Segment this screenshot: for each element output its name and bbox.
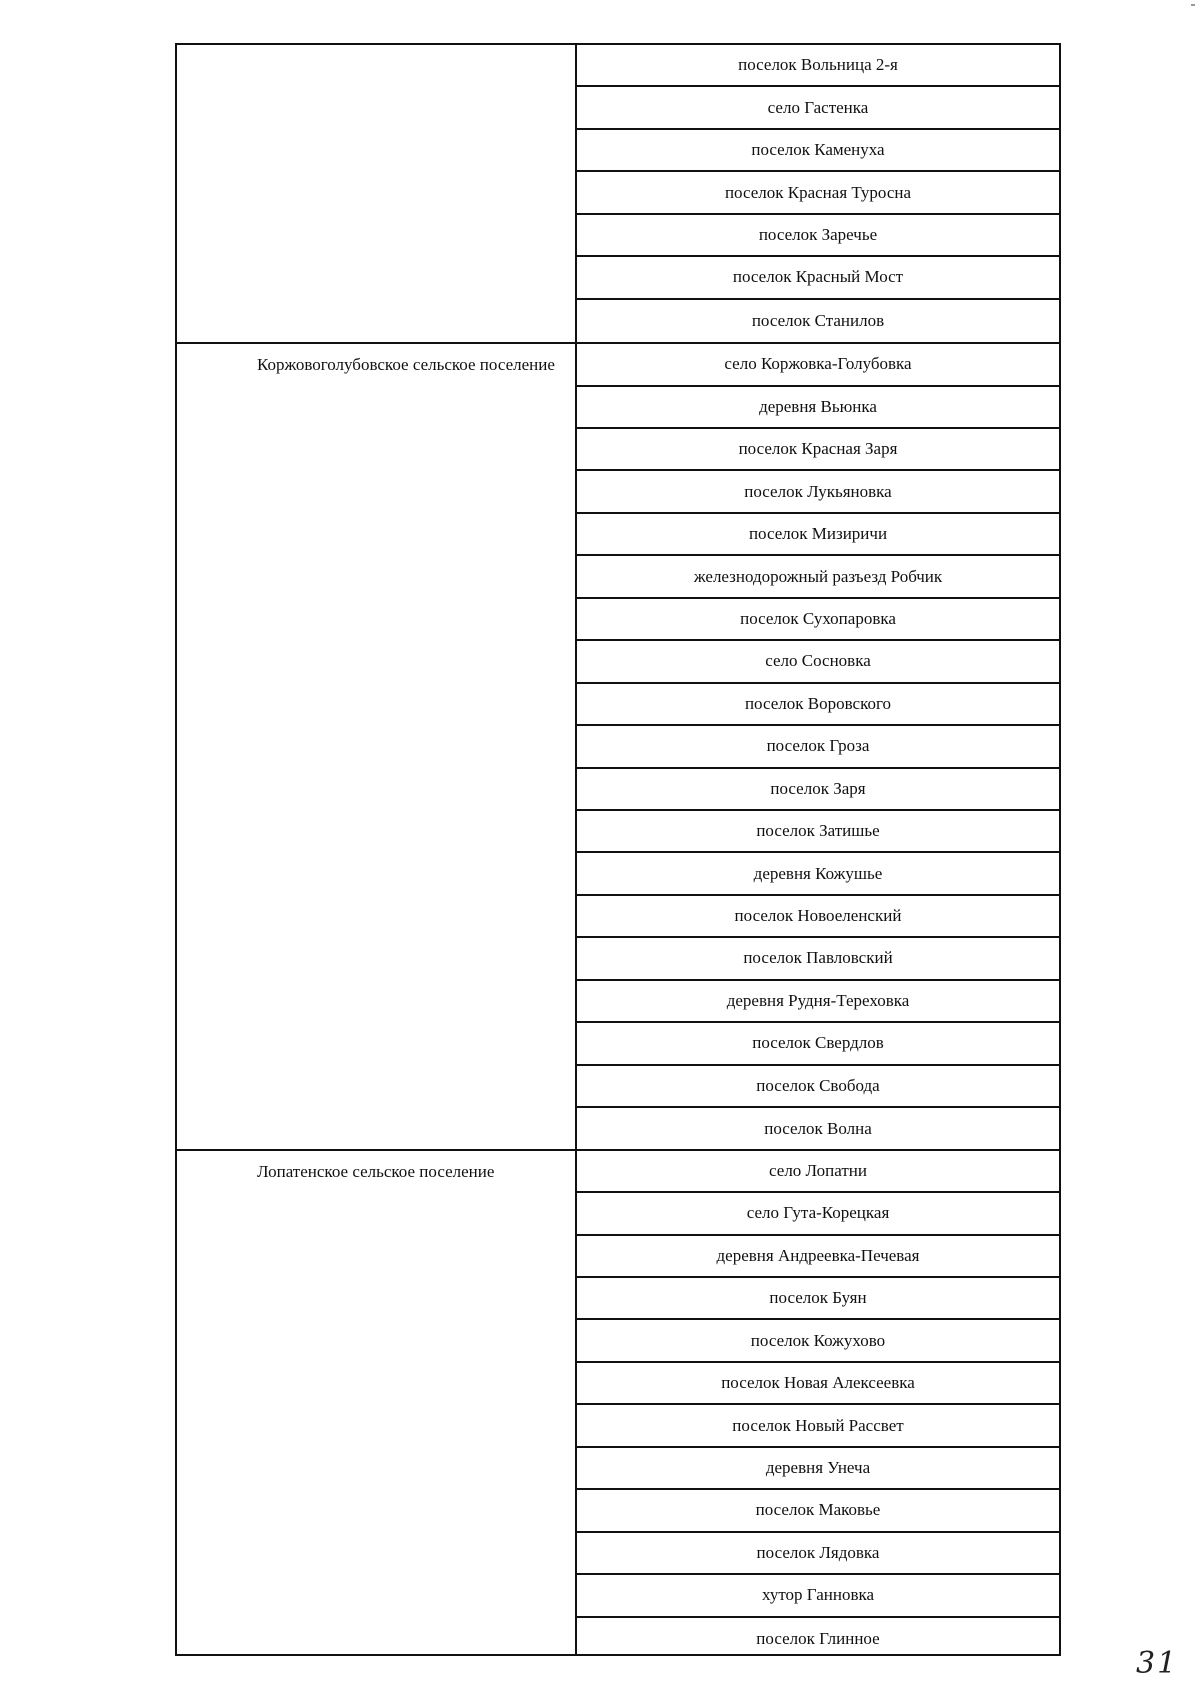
settlement-row: село Сосновка <box>577 641 1059 683</box>
settlement-row: деревня Кожушье <box>577 853 1059 895</box>
settlement-row: поселок Заречье <box>577 215 1059 257</box>
settlement-row: село Лопатни <box>577 1151 1059 1193</box>
settlement-row: поселок Лядовка <box>577 1533 1059 1575</box>
settlement-row: деревня Рудня-Тереховка <box>577 981 1059 1023</box>
settlement-row: поселок Затишье <box>577 811 1059 853</box>
settlement-row: поселок Маковье <box>577 1490 1059 1532</box>
settlement-row: деревня Унеча <box>577 1448 1059 1490</box>
settlement-row: поселок Красная Туросна <box>577 172 1059 214</box>
settlement-row: село Коржовка-Голубовка <box>577 344 1059 386</box>
settlement-row: поселок Новый Рассвет <box>577 1405 1059 1447</box>
settlement-row: поселок Свердлов <box>577 1023 1059 1065</box>
municipality-group <box>177 45 1059 342</box>
settlement-row: поселок Свобода <box>577 1066 1059 1108</box>
settlement-row: деревня Вьюнка <box>577 387 1059 429</box>
municipality-group <box>177 342 1059 1149</box>
settlement-row: поселок Заря <box>577 769 1059 811</box>
settlement-row: поселок Буян <box>577 1278 1059 1320</box>
municipality-name: Коржовоголубовское сельское поселение <box>257 355 555 375</box>
settlement-row: поселок Новая Алексеевка <box>577 1363 1059 1405</box>
page-number: 31 <box>1136 1646 1179 1681</box>
settlement-row: поселок Павловский <box>577 938 1059 980</box>
settlement-row: железнодорожный разъезд Робчик <box>577 556 1059 598</box>
settlement-row: село Гута-Корецкая <box>577 1193 1059 1235</box>
settlement-row: поселок Станилов <box>751 310 885 330</box>
settlement-row: поселок Красный Мост <box>577 257 1059 299</box>
municipality-group <box>177 1149 1059 1658</box>
settlement-row: поселок Волна <box>764 1119 872 1139</box>
settlement-row: поселок Мизиричи <box>577 514 1059 556</box>
settlement-row: поселок Глинное <box>756 1628 880 1648</box>
settlement-list <box>577 45 1059 342</box>
settlement-row: поселок Гроза <box>577 726 1059 768</box>
settlement-row: поселок Новоеленский <box>577 896 1059 938</box>
settlement-row: поселок Воровского <box>577 684 1059 726</box>
settlement-row: поселок Кожухово <box>577 1320 1059 1362</box>
municipality-name: Лопатенское сельское поселение <box>257 1161 495 1181</box>
settlement-row: деревня Андреевка-Печевая <box>577 1236 1059 1278</box>
settlement-row: поселок Каменуха <box>577 130 1059 172</box>
settlements-table <box>175 43 1061 1656</box>
settlement-row: поселок Сухопаровка <box>577 599 1059 641</box>
settlement-row: поселок Вольница 2-я <box>577 45 1059 87</box>
settlement-row: село Гастенка <box>577 87 1059 129</box>
settlement-list <box>577 344 1059 1149</box>
settlement-row: хутор Ганновка <box>577 1575 1059 1617</box>
scan-mark <box>1191 4 1195 6</box>
settlement-row: поселок Красная Заря <box>577 429 1059 471</box>
settlement-list <box>577 1151 1059 1658</box>
settlement-row: поселок Лукьяновка <box>577 471 1059 513</box>
